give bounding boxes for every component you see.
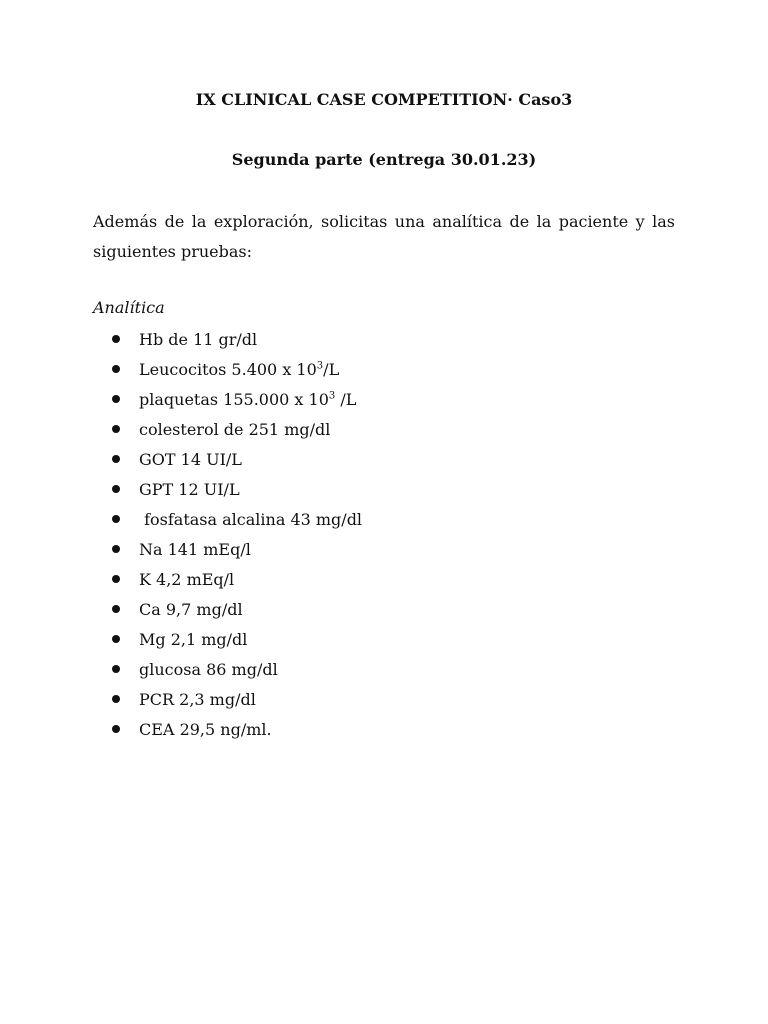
- lab-item-text: GOT 14 UI/L: [139, 450, 242, 469]
- section-heading-analitica: Analítica: [93, 298, 165, 317]
- lab-item-text: Leucocitos 5.400 x 10: [139, 360, 317, 379]
- lab-item-text: colesterol de 251 mg/dl: [139, 420, 331, 439]
- lab-item: [112, 505, 362, 535]
- lab-item: [112, 565, 362, 595]
- lab-item-text: GPT 12 UI/L: [139, 480, 240, 499]
- lab-item-text: Hb de 11 gr/dl: [139, 330, 258, 349]
- lab-item: [112, 385, 362, 415]
- lab-item: [112, 685, 362, 715]
- lab-item-text: Na 141 mEq/l: [139, 540, 251, 559]
- lab-item: [112, 445, 362, 475]
- bullet-icon: [112, 545, 120, 553]
- lab-item-text: fosfatasa alcalina 43 mg/dl: [139, 510, 363, 529]
- document-subtitle: Segunda parte (entrega 30.01.23): [231, 150, 537, 169]
- lab-item-text: Ca 9,7 mg/dl: [139, 600, 243, 619]
- lab-item-superscript: 3: [328, 390, 336, 402]
- bullet-icon: [112, 695, 120, 703]
- bullet-icon: [112, 455, 120, 463]
- bullet-icon: [112, 485, 120, 493]
- lab-item-text: plaquetas 155.000 x 10: [139, 390, 329, 409]
- lab-item: [112, 535, 362, 565]
- lab-results-list: [112, 325, 362, 745]
- lab-item-text: K 4,2 mEq/l: [139, 570, 235, 589]
- intro-paragraph: Además de la exploración, solicitas una analítica de la paciente y las siguientes pruebas:: [93, 212, 675, 261]
- bullet-icon: [112, 605, 120, 613]
- lab-item: [112, 475, 362, 505]
- bullet-icon: [112, 395, 120, 403]
- lab-item-unit: /L: [323, 360, 340, 379]
- lab-item: [112, 715, 362, 745]
- lab-item: [112, 325, 362, 355]
- lab-item-text: Mg 2,1 mg/dl: [139, 630, 248, 649]
- lab-item: [112, 655, 362, 685]
- bullet-icon: [112, 335, 120, 343]
- lab-item-superscript: 3: [316, 360, 324, 372]
- lab-item: [112, 415, 362, 445]
- bullet-icon: [112, 665, 120, 673]
- bullet-icon: [112, 365, 120, 373]
- lab-item: [112, 595, 362, 625]
- lab-item: [112, 625, 362, 655]
- bullet-icon: [112, 635, 120, 643]
- lab-item-unit: /L: [335, 390, 357, 409]
- bullet-icon: [112, 725, 120, 733]
- document-title: IX CLINICAL CASE COMPETITION· Caso3: [195, 90, 573, 109]
- bullet-icon: [112, 425, 120, 433]
- lab-item-text: glucosa 86 mg/dl: [139, 660, 278, 679]
- bullet-icon: [112, 515, 120, 523]
- bullet-icon: [112, 575, 120, 583]
- lab-item-text: PCR 2,3 mg/dl: [139, 690, 256, 709]
- lab-item: [112, 355, 362, 385]
- lab-item-text: CEA 29,5 ng/ml.: [139, 720, 272, 739]
